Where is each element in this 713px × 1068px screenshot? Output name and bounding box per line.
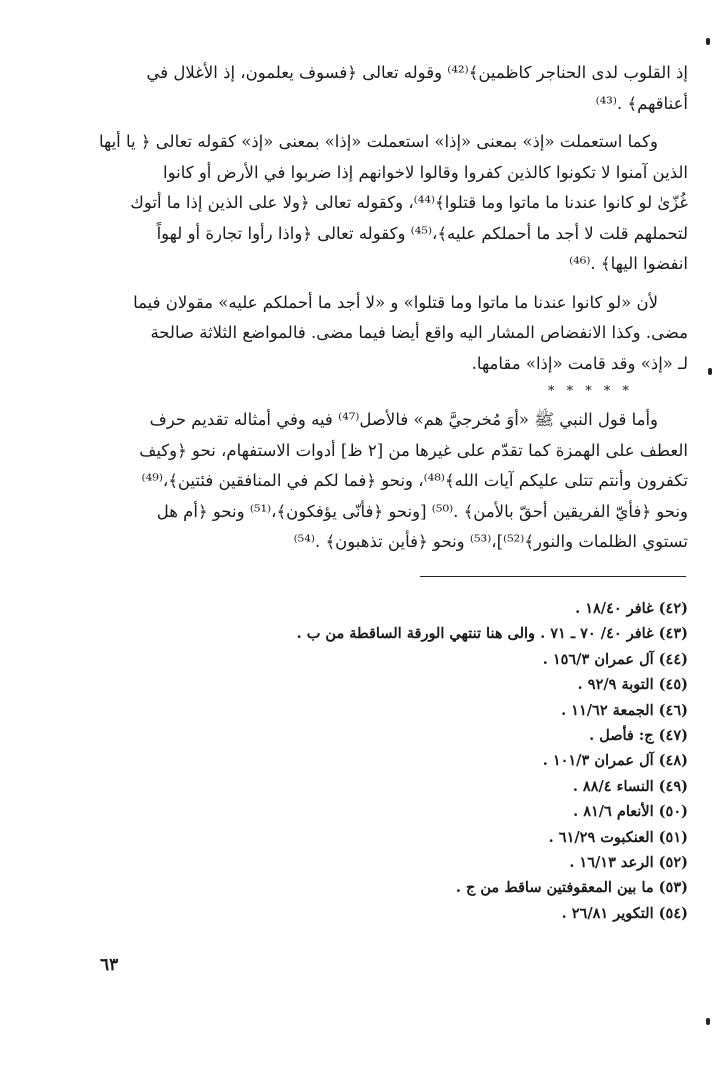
footnote-divider [420,576,686,577]
scan-mark [706,38,710,45]
paragraph-1: إذ القلوب لدى الحناجر كاظمين﴾⁽⁴²⁾ وقوله تعالى ﴿فسوف يعلمون، إذ الأغلال في أعناقهم﴾ .⁽⁴³⁾ [146,63,688,113]
paragraph-3: لأن «لو كانوا عندنا ما ماتوا وما قتلوا» و «لا أجد ما أحملكم عليه» مقولان فيما مضى. وكذا الانفضاص المشار اليه واقع أيضا فيما مضى. فالمواضع الثلاثة صالحة لـ «إذ» وقد قامت «إذا» مقامها. [133,292,688,373]
footnote-item: (٤٢) غافر ١٨/٤٠ . [575,600,688,617]
footnote-item: (٥٠) الأنعام ٨١/٦ . [573,803,688,821]
footnote-item: (٤٤) آل عمران ١٥٦/٣ . [542,650,688,668]
footnote-item: (٤٥) التوبة ٩٢/٩ . [577,676,688,694]
footnote-item: (٥٣) ما بين المعقوفتين ساقط من ج . [455,879,688,897]
section-separator: * * * * * [547,384,633,399]
footnotes-list [296,596,688,926]
footnote-item: (٤٧) ج: فأصل . [589,727,688,745]
footnote-item: (٥٤) التكوير ٢٦/٨١ . [561,904,688,922]
paragraph-2: وكما استعملت «إذ» بمعنى «إذا» استعملت «إذا» بمعنى «إذ» كقوله تعالى ﴿ يا أيها الذين آمنوا لا تكونوا كالذين كفروا وقالوا لاخوانهم إذا ضربوا في الأرض أو كانوا غُزّىٰ لو كانوا عندنا ما ماتوا وما قتلوا﴾⁽⁴⁴⁾، وكقوله تعالى ﴿ولا على الذين إذا ما أتوك لتحملهم قلت لا أجد ما أحملكم عليه﴾،⁽⁴⁵⁾ وكقوله تعالى ﴿واذا رأوا تجارة أو لهواً انفضوا اليها﴾ .⁽⁴⁶⁾ [98,132,688,273]
page-number: ٦٣ [100,955,119,975]
paragraph-4: وأما قول النبي ﷺ «أوَ مُخرجيَّ هم» فالأصل⁽⁴⁷⁾ فيه وفي أمثاله تقديم حرف العطف على الهمزة كما تقدّم على غيرها من [٢ ظ] أدوات الاستفهام، نحو ﴿وكيف تكفرون وأنتم تتلى عليكم آيات الله﴾⁽⁴⁸⁾، ونحو ﴿فما لكم في المنافقين فئتين﴾،⁽⁴⁹⁾ ونحو ﴿فأيّ الفريقين أحقّ بالأمن﴾ .⁽⁵⁰⁾ [ونحو ﴿فأنّى يؤفكون﴾،⁽⁵¹⁾ ونحو ﴿أم هل تستوي الظلمات والنور﴾⁽⁵²⁾]،⁽⁵³⁾ ونحو ﴿فأين تذهبون﴾ .⁽⁵⁴⁾ [139,410,688,551]
footnote-item: (٥١) العنكبوت ٦١/٢٩ . [548,828,688,846]
footnote-item: (٤٣) غافر ٤٠/ ٧٠ ـ ٧١ . والى هنا تنتهي الورقة الساقطة من ب . [296,625,688,643]
main-text [92,58,688,558]
scan-mark [706,1018,710,1025]
footnote-item: (٤٦) الجمعة ١١/٦٢ . [561,701,688,719]
scan-mark [708,368,712,375]
footnote-item: (٤٨) آل عمران ١٠١/٣ . [542,752,688,770]
footnote-item: (٤٩) النساء ٨٨/٤ . [572,777,688,795]
footnote-item: (٥٢) الرعد ١٦/١٣ . [569,854,688,872]
